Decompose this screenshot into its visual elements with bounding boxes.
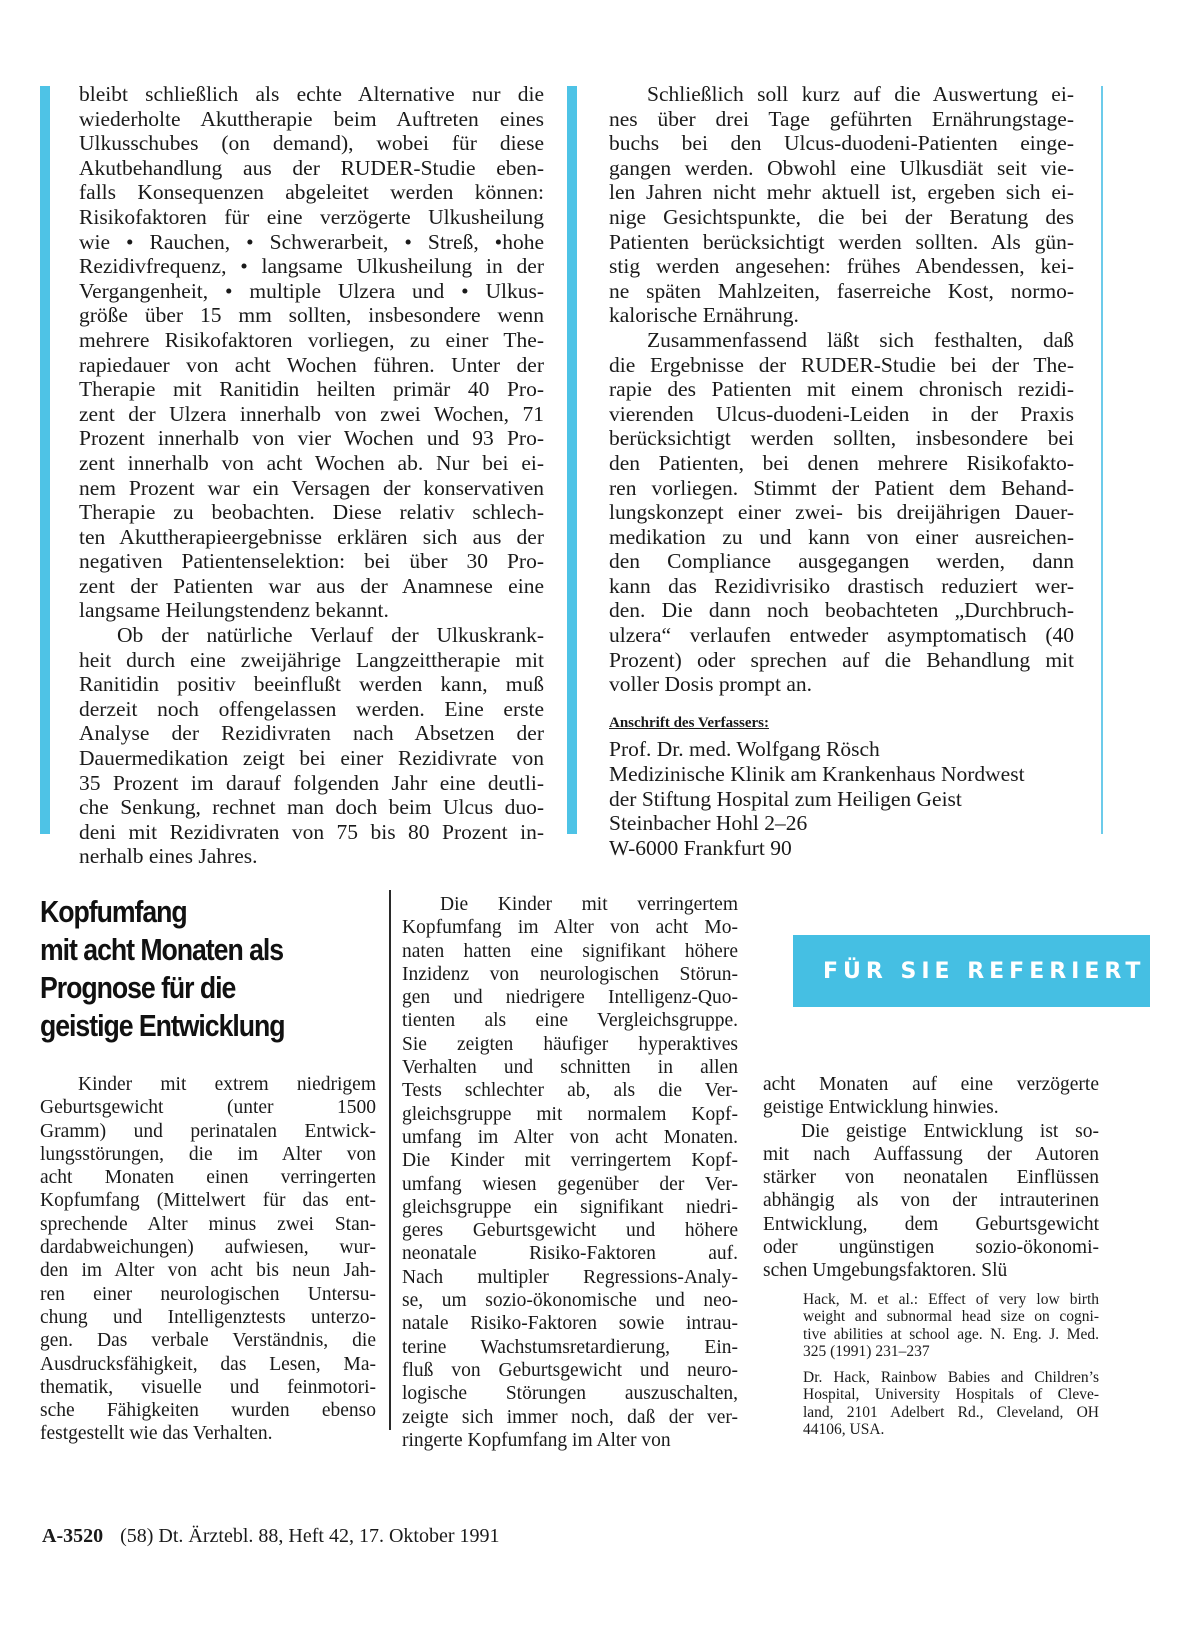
- text-line: nige Gesichtspunkte, die bei der Beratung des: [609, 204, 1074, 229]
- text-line: ulzera“ verlaufen entweder asymptomatisch (40: [609, 623, 1074, 648]
- para-2: [609, 328, 1074, 697]
- text-line: se, um sozio-ökonomische und neo-: [402, 1290, 738, 1312]
- text-line: naten hatten eine signifikant höhere: [402, 940, 738, 962]
- text-line: ren einer neurologischen Untersu-: [40, 1283, 376, 1305]
- banner-text: FÜR SIE REFERIERT: [823, 958, 1146, 984]
- text-line: chung und Intelligenztests unterzo-: [40, 1306, 376, 1328]
- reference-line: land, 2101 Adelbert Rd., Cleveland, OH: [803, 1403, 1099, 1421]
- text-line: stärker von neonatalen Einflüssen: [763, 1167, 1099, 1189]
- text-line: lungsstörungen, die im Alter von: [40, 1143, 376, 1165]
- text-line: den. Die dann noch beobachteten „Durchbruch-: [609, 598, 1074, 623]
- text-line: ren vorliegen. Stimmt der Patient dem Behand-: [609, 475, 1074, 500]
- headline-line: geistige Entwicklung: [40, 1008, 285, 1043]
- text-line: gangen werden. Obwohl eine Ulkusdiät seit vie-: [609, 155, 1074, 180]
- text-line: Sie zeigten häufiger hyperaktives: [402, 1033, 738, 1055]
- text-line: Prozent) oder sprechen auf die Behandlung mit: [609, 647, 1074, 672]
- text-line: buchs bei den Ulcus-duodeni-Patienten einge-: [609, 131, 1074, 156]
- text-line: rapiedauer von acht Wochen führen. Unter der: [79, 352, 544, 377]
- reference-line: Dr. Hack, Rainbow Babies and Children’s: [803, 1368, 1099, 1386]
- text-line: tienten als eine Vergleichsgruppe.: [402, 1010, 738, 1032]
- text-line: Gramm) und perinatalen Entwick-: [40, 1120, 376, 1142]
- journal-citation: (58) Dt. Ärztebl. 88, Heft 42, 17. Oktober 1991: [120, 1525, 500, 1547]
- text-line: Ulkusschubes (on demand), wobei für diese: [79, 131, 544, 156]
- text-line: logische Störungen auszuschalten,: [402, 1383, 738, 1405]
- text-line: den Patienten, bei denen mehrere Risikofakto-: [609, 450, 1074, 475]
- top-left-column: [79, 82, 544, 869]
- headline-line: mit acht Monaten als: [40, 932, 284, 967]
- text-line: zent innerhalb von acht Wochen ab. Nur bei ei-: [79, 450, 544, 475]
- text-line: stig werden angesehen: frühes Abendessen, kei-: [609, 254, 1074, 279]
- text-line: Nach multipler Regressions-Analy-: [402, 1266, 738, 1288]
- text-line: geres Geburtsgewicht und höhere: [402, 1220, 738, 1242]
- text-line: nerhalb eines Jahres.: [79, 844, 258, 869]
- text-line: Vergangenheit, • multiple Ulzera und • Ulkus-: [79, 278, 544, 303]
- para-1: [763, 1073, 1099, 1120]
- text-line: Prozent innerhalb von vier Wochen und 93 Pro-: [79, 426, 544, 451]
- text-line: thematik, visuelle und feinmotori-: [40, 1376, 376, 1398]
- text-line: heit durch eine zweijährige Langzeittherapie mit: [79, 647, 544, 672]
- text-line: Kinder mit extrem niedrigem: [78, 1074, 376, 1095]
- right-accent-rule: [1101, 86, 1103, 834]
- text-line: die Ergebnisse der RUDER-Studie bei der The-: [609, 352, 1074, 377]
- text-line: che Senkung, rechnet man doch beim Ulcus duo-: [79, 795, 544, 820]
- text-line: terine Wachstumsretardierung, Ein-: [402, 1336, 738, 1358]
- text-line: gleichsgruppe mit normalem Kopf-: [402, 1103, 738, 1125]
- text-line: ten Akuttherapieergebnisse erklären sich aus der: [79, 524, 544, 549]
- para-1: [79, 82, 544, 623]
- text-line: Geburtsgewicht (unter 1500: [40, 1097, 376, 1119]
- text-line: voller Dosis prompt an.: [609, 672, 813, 697]
- text-line: Rezidivfrequenz, • langsame Ulkusheilung in der: [79, 254, 544, 279]
- reference-1: [763, 1291, 1099, 1361]
- text-line: oder ungünstigen sozio-ökonomi-: [763, 1237, 1099, 1259]
- text-line: ne späten Mahlzeiten, faserreiche Kost, normo-: [609, 278, 1074, 303]
- text-line: len Jahren nicht mehr aktuell ist, ergeben sich ei-: [609, 180, 1074, 205]
- text-line: umfang im Alter von acht Monaten.: [402, 1126, 738, 1148]
- reference-line: tive abilities at school age. N. Eng. J. Med.: [803, 1325, 1099, 1343]
- text-line: Die Kinder mit verringertem Kopf-: [402, 1150, 738, 1172]
- text-line: wie • Rauchen, • Schwerarbeit, • Streß, •hohe: [79, 229, 544, 254]
- text-line: Therapie zu beobachten. Diese relativ schlech-: [79, 500, 544, 525]
- text-line: den Compliance ausgegangen werden, dann: [609, 549, 1074, 574]
- text-line: deni mit Rezidivraten von 75 bis 80 Prozent in-: [79, 819, 544, 844]
- address-line: Medizinische Klinik am Krankenhaus Nordwest: [609, 762, 1025, 787]
- text-line: zent der Patienten war aus der Anamnese eine: [79, 573, 544, 598]
- text-line: wiederholte Akuttherapie beim Auftreten eines: [79, 106, 544, 131]
- text-line: Tests schlechter ab, als die Ver-: [402, 1080, 738, 1102]
- text-line: gen und niedrigere Intelligenz-Quo-: [402, 987, 738, 1009]
- text-line: abhängig als von der intrauterinen: [763, 1190, 1099, 1212]
- reference-line: Hack, M. et al.: Effect of very low birth: [803, 1290, 1099, 1308]
- text-line: lungskonzept einer zwei- bis dreijährigen Dauer-: [609, 500, 1074, 525]
- text-line: festgestellt wie das Verhalten.: [40, 1423, 273, 1445]
- para-1: [609, 82, 1074, 328]
- para-2: [763, 1120, 1099, 1283]
- address-line: Prof. Dr. med. Wolfgang Rösch: [609, 737, 880, 762]
- text-line: negativen Patientenselektion: bei über 30 Pro-: [79, 549, 544, 574]
- text-line: ringerte Kopfumfang im Alter von: [402, 1429, 671, 1451]
- text-line: langsame Heilungstendenz bekannt.: [79, 598, 389, 623]
- text-line: nem Prozent war ein Versagen der konservativen: [79, 475, 544, 500]
- text-line: acht Monaten einen verringerten: [40, 1167, 376, 1189]
- reference-line: Hospital, University Hospitals of Cleve-: [803, 1386, 1099, 1404]
- text-line: falls Konsequenzen abgeleitet werden können:: [79, 180, 544, 205]
- top-right-column: [609, 82, 1074, 860]
- address-line: W-6000 Frankfurt 90: [609, 835, 792, 860]
- text-line: Dauermedikation zeigt bei einer Rezidivrate von: [79, 746, 544, 771]
- reference-line: 44106, USA.: [803, 1421, 885, 1439]
- text-line: berücksichtigt werden sollten, insbesondere bei: [609, 426, 1074, 451]
- text-line: zent der Ulzera innerhalb von zwei Wochen, 71: [79, 401, 544, 426]
- text-line: Therapie mit Ranitidin heilten primär 40 Pro-: [79, 377, 544, 402]
- article-headline: [40, 893, 420, 1045]
- text-line: Analyse der Rezidivraten nach Absetzen der: [79, 721, 544, 746]
- text-line: Risikofaktoren für eine verzögerte Ulkusheilung: [79, 204, 544, 229]
- text-line: umfang wiesen gegenüber der Ver-: [402, 1173, 738, 1195]
- text-line: rapie des Patienten mit einem chronisch rezidi-: [609, 377, 1074, 402]
- reference-2: [763, 1369, 1099, 1439]
- text-line: 35 Prozent im darauf folgenden Jahr eine deutli-: [79, 770, 544, 795]
- text-line: schen Umgebungsfaktoren. Slü: [763, 1260, 1008, 1282]
- text-line: mit nach Auffassung der Autoren: [763, 1143, 1099, 1165]
- text-line: den im Alter von acht bis neun Jah-: [40, 1260, 376, 1282]
- text-line: Patienten berücksichtigt werden sollten. Als gün-: [609, 229, 1074, 254]
- text-line: medikation zu und kann von einer ausreichen-: [609, 524, 1074, 549]
- text-line: gen. Das verbale Verständnis, die: [40, 1330, 376, 1352]
- article-column-2: [402, 893, 738, 1452]
- text-line: Ranitidin positiv beeinflußt werden kann, muß: [79, 672, 544, 697]
- text-line: Die Kinder mit verringertem: [440, 894, 738, 915]
- address-line: der Stiftung Hospital zum Heiligen Geist: [609, 786, 962, 811]
- text-line: fluß von Geburtsgewicht und neuro-: [402, 1359, 738, 1381]
- para-2: [79, 623, 544, 869]
- address-line: Steinbacher Hohl 2–26: [609, 811, 808, 836]
- text-line: acht Monaten auf eine verzögerte: [763, 1074, 1099, 1095]
- text-line: kann das Rezidivrisiko drastisch reduziert wer-: [609, 573, 1074, 598]
- text-line: Entwicklung, dem Geburtsgewicht: [763, 1213, 1099, 1235]
- reference-line: weight and subnormal head size on cogni-: [803, 1308, 1099, 1326]
- text-line: Inzidenz von neurologischen Störun-: [402, 963, 738, 985]
- text-line: Kopfumfang (Mittelwert für das ent-: [40, 1190, 376, 1212]
- text-line: Akutbehandlung aus der RUDER-Studie eben-: [79, 155, 544, 180]
- text-line: kalorische Ernährung.: [609, 303, 799, 328]
- headline-line: Kopfumfang: [40, 894, 187, 929]
- text-line: Verhalten und schnitten in allen: [402, 1057, 738, 1079]
- reference-line: 325 (1991) 231–237: [803, 1343, 930, 1361]
- section-banner: [793, 935, 1150, 1007]
- article-column-3: [763, 1073, 1099, 1439]
- middle-accent-bar: [567, 86, 577, 834]
- text-line: Die geistige Entwicklung ist so-: [801, 1120, 1099, 1142]
- text-line: sprechende Alter minus zwei Stan-: [40, 1213, 376, 1235]
- page-footer: [42, 1525, 499, 1548]
- text-line: bleibt schließlich als echte Alternative nur die: [79, 82, 544, 106]
- headline-line: Prognose für die: [40, 970, 236, 1005]
- text-line: Zusammenfassend läßt sich festhalten, daß: [647, 327, 1074, 352]
- address-block: [609, 737, 1074, 860]
- text-line: derzeit noch offengelassen werden. Eine erste: [79, 696, 544, 721]
- text-line: Schließlich soll kurz auf die Auswertung ei-: [647, 82, 1074, 106]
- text-line: dardabweichungen) aufwiesen, wur-: [40, 1237, 376, 1259]
- text-line: nes über drei Tage geführten Ernährungstage-: [609, 106, 1074, 131]
- text-line: neonatale Risiko-Faktoren auf.: [402, 1243, 738, 1265]
- text-line: Kopfumfang im Alter von acht Mo-: [402, 917, 738, 939]
- text-line: sche Fähigkeiten wurden ebenso: [40, 1400, 376, 1422]
- text-line: natale Risiko-Faktoren sowie intrau-: [402, 1313, 738, 1335]
- text-line: größe über 15 mm sollten, insbesondere wenn: [79, 303, 544, 328]
- text-line: gleichsgruppe ein signifikant niedri-: [402, 1196, 738, 1218]
- text-line: geistige Entwicklung hinwies.: [763, 1097, 999, 1119]
- text-line: Ob der natürliche Verlauf der Ulkuskrank-: [117, 623, 544, 648]
- text-line: zeigte sich immer noch, daß der ver-: [402, 1406, 738, 1428]
- page-code: A-3520: [42, 1525, 104, 1547]
- text-line: Ausdrucksfähigkeit, das Lesen, Ma-: [40, 1353, 376, 1375]
- text-line: mehrere Risikofaktoren vorliegen, zu einer The-: [79, 327, 544, 352]
- left-accent-bar: [40, 86, 50, 834]
- text-line: vierenden Ulcus-duodeni-Leiden in der Praxis: [609, 401, 1074, 426]
- address-label: Anschrift des Verfassers:: [609, 714, 769, 731]
- article-column-1: [40, 1073, 376, 1446]
